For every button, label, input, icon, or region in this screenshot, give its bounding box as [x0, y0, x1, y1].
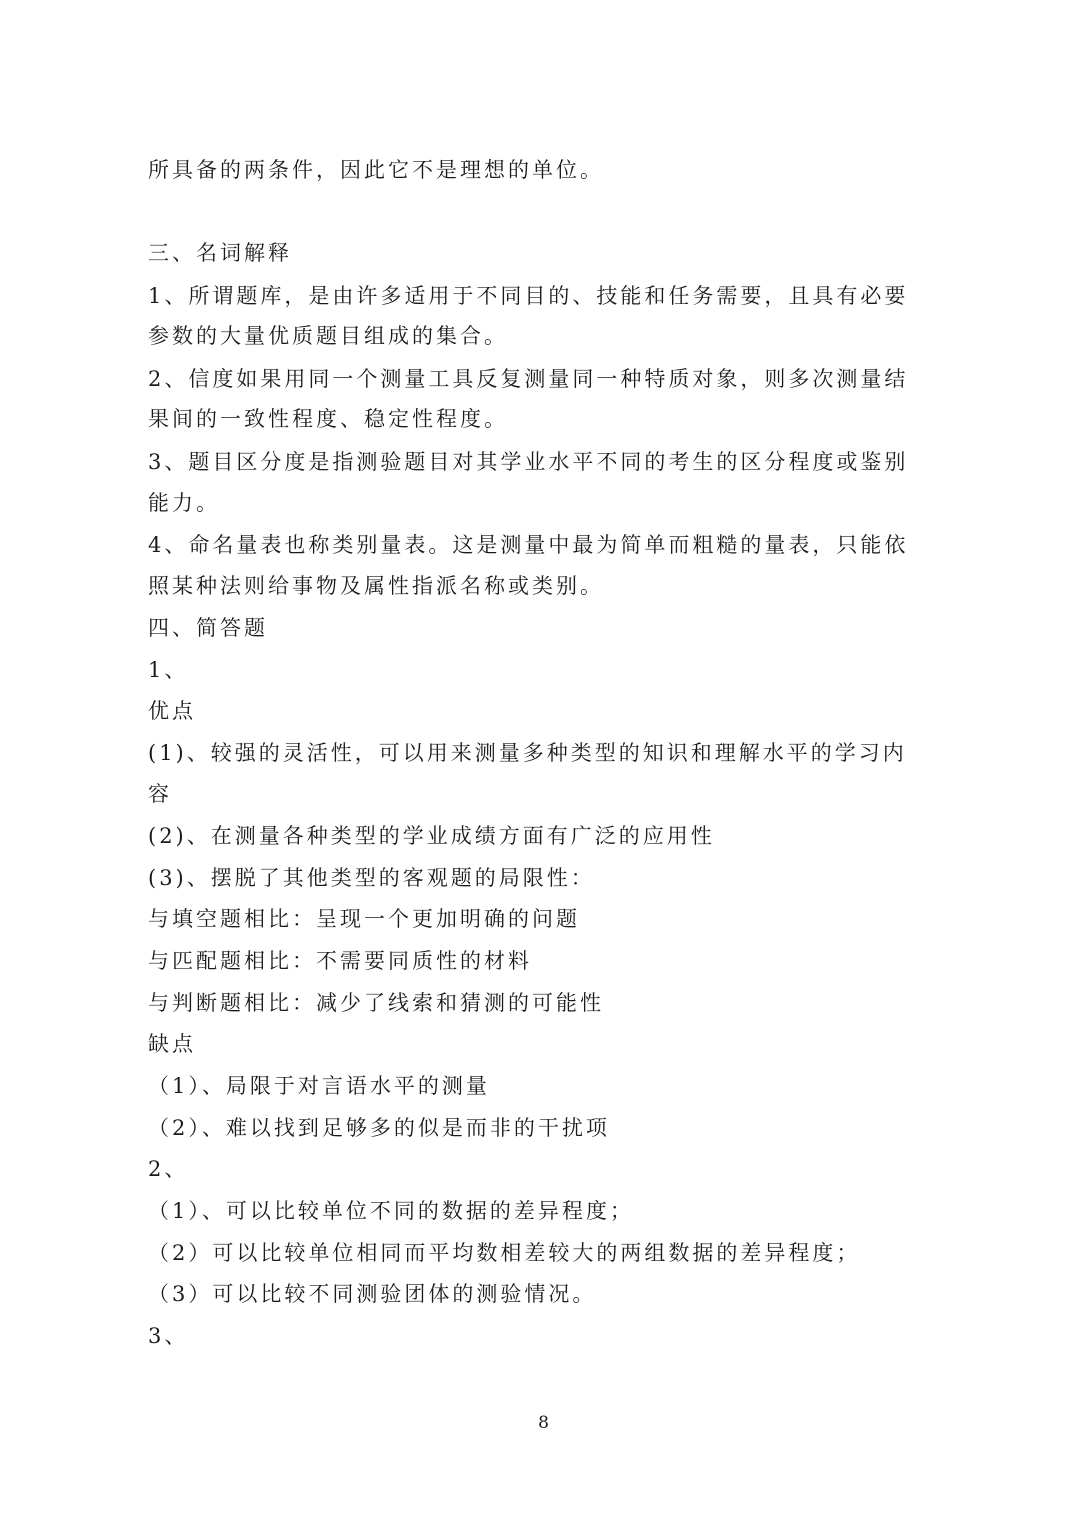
disadvantage-2: （2）、难以找到足够多的似是而非的干扰项 — [148, 1116, 610, 1140]
section-heading-terms: 三、名词解释 — [148, 241, 292, 265]
question-2-item-3: （3）可以比较不同测验团体的测验情况。 — [148, 1282, 597, 1306]
definition-4-line-1: 4、命名量表也称类别量表。这是测量中最为简单而粗糙的量表，只能依 — [148, 533, 909, 557]
definition-3-line-2: 能力。 — [148, 491, 220, 515]
disadvantages-label: 缺点 — [148, 1032, 196, 1056]
definition-1-line-2: 参数的大量优质题目组成的集合。 — [148, 324, 508, 348]
advantage-1-line-1: (1)、较强的灵活性，可以用来测量多种类型的知识和理解水平的学习内 — [148, 741, 907, 765]
continuation-text: 所具备的两条件，因此它不是理想的单位。 — [148, 158, 604, 182]
comparison-fill-in: 与填空题相比：呈现一个更加明确的问题 — [148, 907, 580, 931]
definition-3-line-1: 3、题目区分度是指测验题目对其学业水平不同的考生的区分程度或鉴别 — [148, 450, 909, 474]
definition-1-line-1: 1、所谓题库，是由许多适用于不同目的、技能和任务需要，且具有必要 — [148, 284, 909, 308]
definition-2-line-2: 果间的一致性程度、稳定性程度。 — [148, 407, 508, 431]
advantage-2: (2)、在测量各种类型的学业成绩方面有广泛的应用性 — [148, 824, 715, 848]
definition-2-line-1: 2、信度如果用同一个测量工具反复测量同一种特质对象，则多次测量结 — [148, 367, 909, 391]
advantage-1-line-2: 容 — [148, 782, 172, 806]
section-heading-short-answer: 四、简答题 — [148, 616, 268, 640]
question-2-item-1: （1）、可以比较单位不同的数据的差异程度； — [148, 1199, 634, 1223]
advantages-label: 优点 — [148, 699, 196, 723]
question-3-number: 3、 — [148, 1324, 189, 1348]
comparison-true-false: 与判断题相比：减少了线索和猜测的可能性 — [148, 991, 604, 1015]
advantage-3: (3)、摆脱了其他类型的客观题的局限性： — [148, 866, 595, 890]
question-2-number: 2、 — [148, 1157, 189, 1181]
disadvantage-1: （1）、局限于对言语水平的测量 — [148, 1074, 490, 1098]
question-1-number: 1、 — [148, 658, 189, 682]
page-number: 8 — [538, 1413, 549, 1433]
comparison-matching: 与匹配题相比：不需要同质性的材料 — [148, 949, 532, 973]
question-2-item-2: （2）可以比较单位相同而平均数相差较大的两组数据的差异程度； — [148, 1241, 861, 1265]
definition-4-line-2: 照某种法则给事物及属性指派名称或类别。 — [148, 574, 604, 598]
